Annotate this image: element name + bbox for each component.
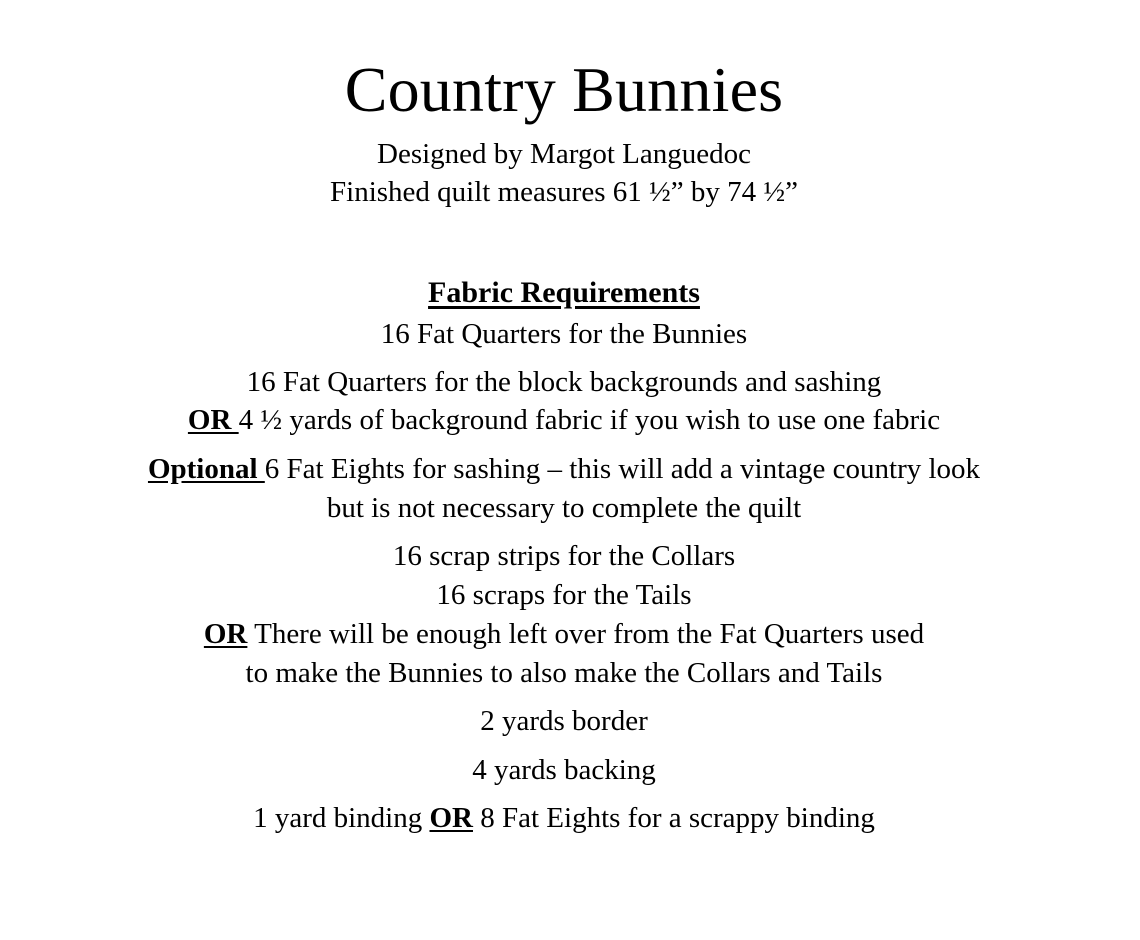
optional-emphasis: Optional bbox=[147, 453, 265, 485]
requirement-text: 1 yard binding bbox=[253, 802, 430, 834]
requirement-text: 16 scraps for the Tails bbox=[436, 579, 692, 611]
requirement-line bbox=[0, 707, 1128, 736]
requirement-line bbox=[0, 756, 1128, 785]
requirement-text: 16 scrap strips for the Collars bbox=[392, 540, 736, 572]
or-emphasis: OR bbox=[187, 404, 239, 436]
requirement-line bbox=[0, 455, 1128, 484]
requirement-line bbox=[0, 406, 1128, 435]
quilt-dimensions: Finished quilt measures 61 ½” by 74 ½” bbox=[330, 176, 798, 208]
requirement-line bbox=[0, 804, 1128, 833]
requirement-text: 16 Fat Quarters for the Bunnies bbox=[380, 318, 748, 350]
requirement-line bbox=[0, 368, 1128, 397]
requirement-text: 4 ½ yards of background fabric if you wish to use one fabric bbox=[238, 404, 941, 436]
requirement-text: 4 yards backing bbox=[472, 754, 656, 786]
requirement-line bbox=[0, 620, 1128, 649]
requirement-line bbox=[0, 494, 1128, 523]
requirement-text: 8 Fat Eights for a scrappy binding bbox=[472, 802, 875, 834]
or-emphasis: OR bbox=[203, 618, 248, 650]
requirement-line bbox=[0, 581, 1128, 610]
requirement-text: 6 Fat Eights for sashing – this will add a vintage country look bbox=[264, 453, 981, 485]
or-emphasis: OR bbox=[429, 802, 473, 834]
designer-credit: Designed by Margot Languedoc bbox=[377, 138, 751, 170]
requirement-line bbox=[0, 320, 1128, 349]
requirement-text: to make the Bunnies to also make the Collars and Tails bbox=[245, 657, 883, 689]
requirement-text: 2 yards border bbox=[480, 705, 648, 737]
requirement-text: There will be enough left over from the Fat Quarters used bbox=[247, 618, 925, 650]
requirement-text: but is not necessary to complete the quilt bbox=[326, 492, 802, 524]
fabric-requirements-heading: Fabric Requirements bbox=[428, 276, 700, 309]
requirement-line bbox=[0, 659, 1128, 688]
requirement-line bbox=[0, 542, 1128, 571]
requirement-text: 16 Fat Quarters for the block backgrounds and sashing bbox=[246, 366, 882, 398]
document-title: Country Bunnies bbox=[344, 54, 784, 125]
